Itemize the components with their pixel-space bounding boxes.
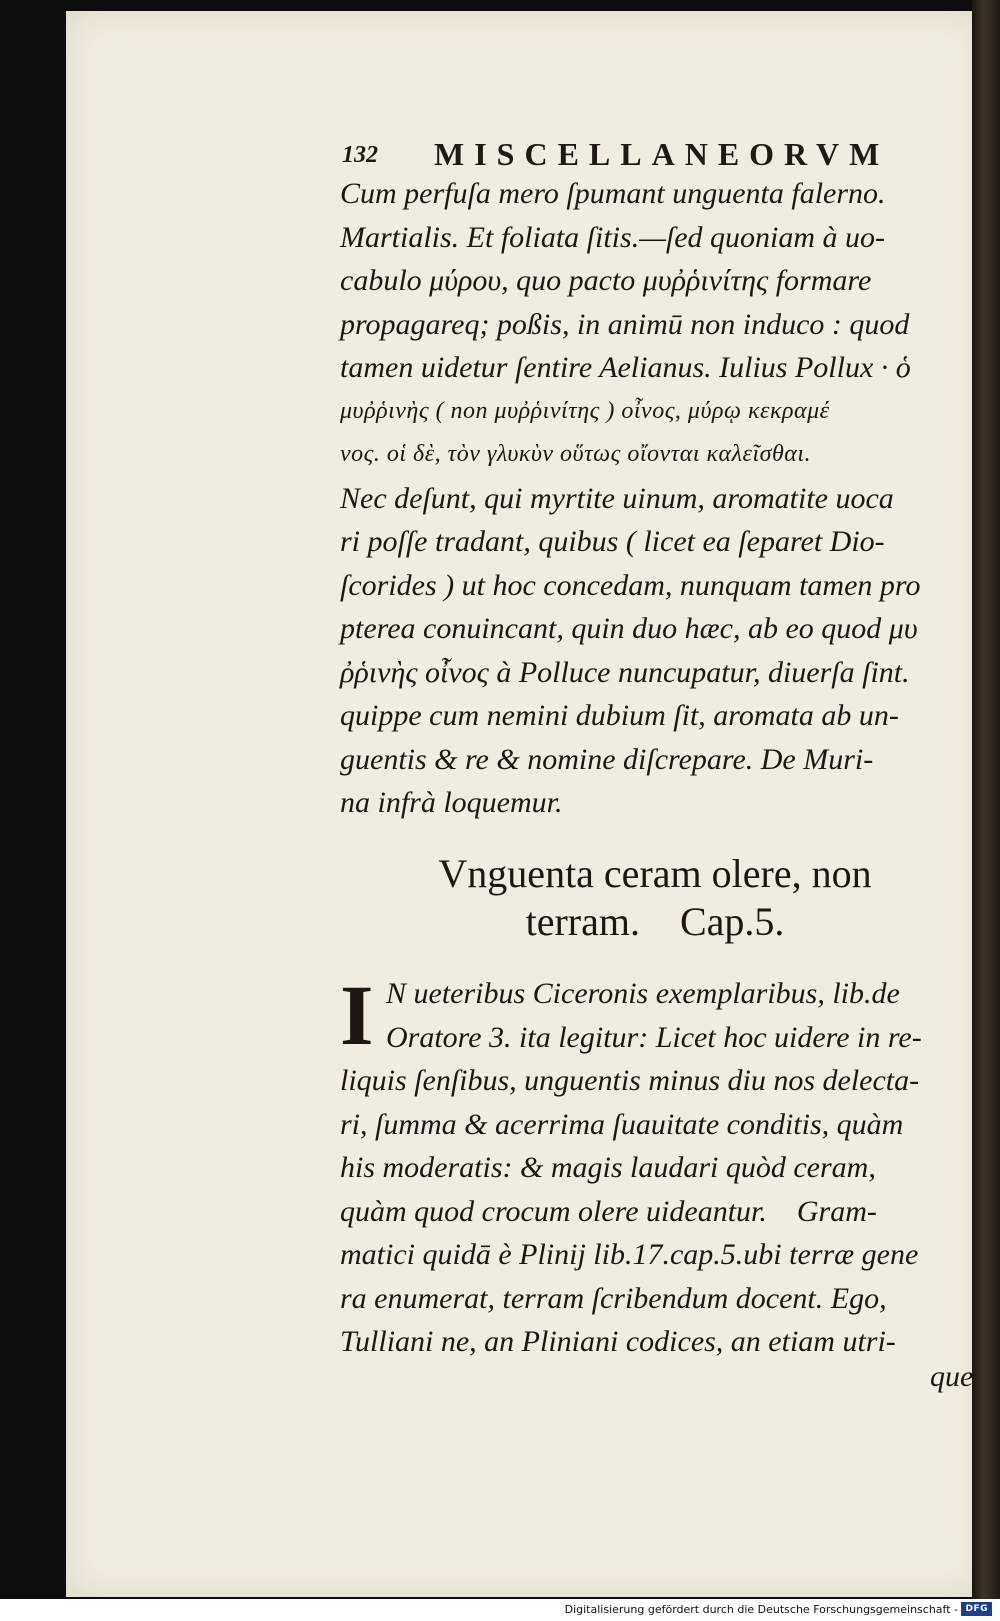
page-header xyxy=(342,132,922,172)
paragraph-2 xyxy=(340,967,970,1364)
page-number: 132 xyxy=(342,142,378,168)
dfg-logo[interactable]: DFG xyxy=(961,1602,992,1616)
text-line: matici quidā è Plinij lib.17.cap.5.ubi terræ gene xyxy=(340,1238,919,1271)
running-title: MISCELLANEORVM xyxy=(434,136,890,172)
text-line: ri, ſumma & acerrima ſuauitate conditis, quàm xyxy=(340,1107,904,1141)
text-line: liquis ſenſibus, unguentis minus diu nos delecta- xyxy=(340,1064,920,1097)
text-line: ſcorides ) ut hoc concedam, nunquam tamen pro xyxy=(340,568,921,602)
text-line: μυῤῥινὴς ( non μυῤῥινίτης ) οἶνος, μύρῳ κεκραμέ xyxy=(340,397,830,424)
text-line: Martialis. Et foliata ſitis.—ſed quoniam à uo- xyxy=(340,220,886,254)
catchword: que xyxy=(930,1360,974,1393)
text-line: his moderatis: & magis laudari quòd ceram, xyxy=(340,1151,876,1184)
text-line: guentis & re & nomine diſcrepare. De Muri- xyxy=(340,742,874,776)
text-line: tamen uidetur ſentire Aelianus. Iulius Pollux · ὁ xyxy=(340,351,911,384)
paragraph-1 xyxy=(340,172,970,825)
text-line: cabulo μύρου, quo pacto μυῤῥινίτης formare xyxy=(340,264,872,297)
chapter-title-line-2: terram. Cap.5. xyxy=(525,899,785,944)
text-line: N ueteribus Ciceronis exemplaribus, lib.de xyxy=(386,977,900,1010)
book-edge xyxy=(972,0,1000,1621)
text-line: quippe cum nemini dubium ſit, aromata ab un- xyxy=(340,699,899,732)
text-line: ῤῥινὴς οἶνος à Polluce nuncupatur, diuerſa ſint. xyxy=(340,655,910,689)
text-line: ra enumerat, terram ſcribendum docent. Ego, xyxy=(340,1281,887,1315)
text-line: quàm quod crocum olere uideantur. Gram- xyxy=(340,1194,877,1228)
text-line: νος. οἱ δὲ, τὸν γλυκὺν οὕτως οἴονται καλεῖσθαι. xyxy=(340,441,812,467)
text-line: pterea conuincant, quin duo hæc, ab eo quod μυ xyxy=(340,612,918,645)
text-line: na infrà loquemur. xyxy=(340,786,563,819)
chapter-heading xyxy=(340,850,970,946)
text-line: Oratore 3. ita legitur: Licet hoc uidere in re- xyxy=(386,1020,922,1054)
text-line: Nec deſunt, qui myrtite uinum, aromatite uoca xyxy=(340,481,894,515)
digitization-credit: Digitalisierung gefördert durch die Deutsche Forschungsgemeinschaft - xyxy=(564,1603,958,1616)
text-line: ri poſſe tradant, quibus ( licet ea ſeparet Dio- xyxy=(340,525,885,558)
text-line: propagareq; poßis, in animū non induco : quod xyxy=(340,307,910,341)
drop-cap: I xyxy=(340,967,374,1063)
text-line: Cum perfuſa mero ſpumant unguenta falerno. xyxy=(340,177,886,210)
chapter-title-line-1: Vnguenta ceram olere, non xyxy=(438,851,872,896)
text-line: Tulliani ne, an Pliniani codices, an etiam utri- xyxy=(340,1325,896,1358)
